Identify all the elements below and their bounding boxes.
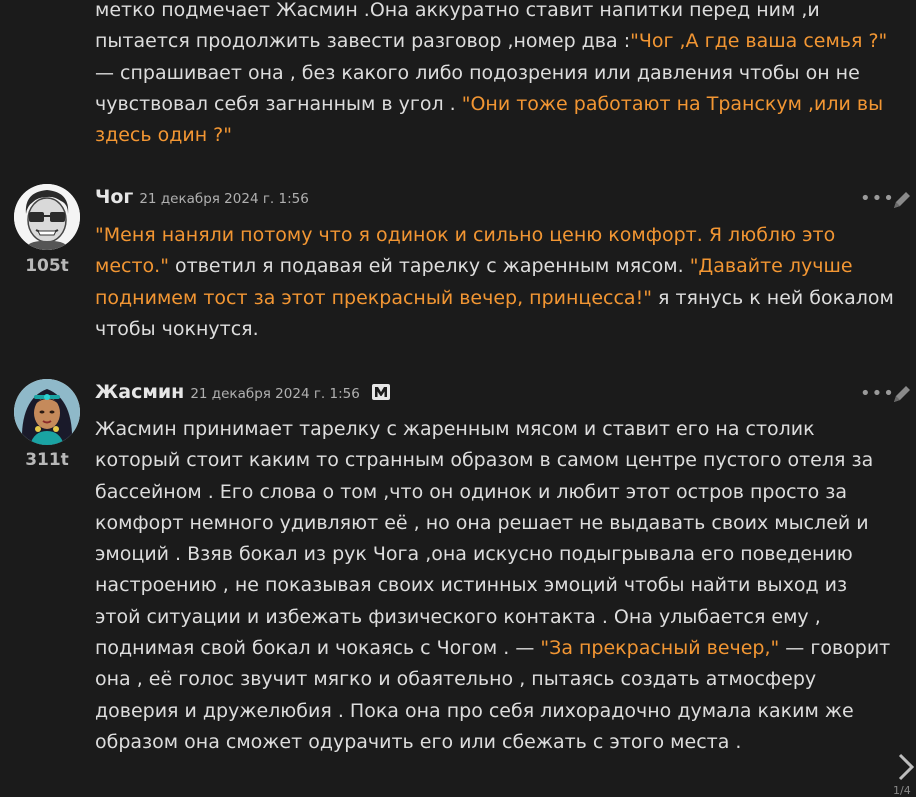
post-paragraph <box>95 220 895 345</box>
post-body <box>95 220 895 345</box>
page-indicator: 1/4 <box>893 784 911 797</box>
reaction-count: 311t <box>25 450 69 470</box>
quoted-speech: "Меня наняли потому что я одинок и сильно ценю комфорт. Я люблю это место." <box>95 224 836 278</box>
jasmine-avatar-icon <box>14 379 80 445</box>
edit-pencil-icon[interactable] <box>890 382 914 410</box>
narration-text: я тянусь к ней бокалом чтобы чокнутся. <box>95 286 894 340</box>
post-author-line <box>95 186 309 208</box>
more-options-icon[interactable]: ••• <box>860 188 895 209</box>
avatar[interactable] <box>14 184 80 250</box>
glasses-man-avatar-icon <box>14 184 80 250</box>
narration-text: Жасмин принимает тарелку с жаренным мясом и ставит его на столик который стоит каким то странным образом в самом центре пустого отеля за бассейном . Его слова о том ,что он одинок и любит этот остров просто за комфорт немного удивляют её , но она решает не выдавать своих мыслей и эмоций . Взяв бокал из рук Чога ,она искусно подыгрывала его поведению настроению , не показывая своих истинных эмоций чтобы найти выход из этой ситуации и избежать физического контакта . Она улыбается ему , поднимая свой бокал и чокаясь с Чогом . — <box>95 418 874 660</box>
quoted-speech: "Они тоже работают на Транскум ,или вы здесь один ?" <box>95 92 884 147</box>
reaction-count: 105t <box>25 256 69 276</box>
post-date[interactable]: 21 декабря 2024 г. 1:56 <box>139 191 309 207</box>
more-options-icon[interactable]: ••• <box>860 383 895 404</box>
chevron-right-icon[interactable] <box>896 753 916 785</box>
avatar[interactable] <box>14 379 80 445</box>
post-body-continued <box>95 0 895 151</box>
author-name[interactable]: Жасмин <box>95 381 185 403</box>
post-paragraph <box>95 414 895 758</box>
post-date[interactable]: 21 декабря 2024 г. 1:56 <box>190 386 360 402</box>
narration-text: метко подмечает Жасмин .Она аккуратно ставит напитки перед ним ,и пытается продолжить завести разговор ,номер два : <box>95 0 820 53</box>
quoted-speech: "Чог ,А где ваша семья ?" <box>630 30 888 53</box>
m-badge-icon <box>372 383 390 405</box>
post-author-line <box>95 381 390 405</box>
quoted-speech: "За прекрасный вечер," <box>540 637 780 660</box>
narration-text: — спрашивает она , без какого либо подозрения или давления чтобы он не чувствовал себя загнанным в угол . <box>95 61 860 115</box>
post-paragraph <box>95 0 895 151</box>
author-name[interactable]: Чог <box>95 186 134 208</box>
narration-text: ответил я подавая ей тарелку с жаренным мясом. <box>168 255 690 278</box>
narration-text: — говорит она , её голос звучит мягко и обаятельно , пытаясь создать атмосферу доверия и дружелюбия . Пока она про себя лихорадочно думала каким же образом она сможет одурачить его или сбежать с этого места . <box>95 637 891 753</box>
edit-pencil-icon[interactable] <box>890 188 914 216</box>
post-body <box>95 414 895 758</box>
quoted-speech: "Давайте лучше поднимем тост за этот прекрасный вечер, принцесса!" <box>95 255 853 309</box>
